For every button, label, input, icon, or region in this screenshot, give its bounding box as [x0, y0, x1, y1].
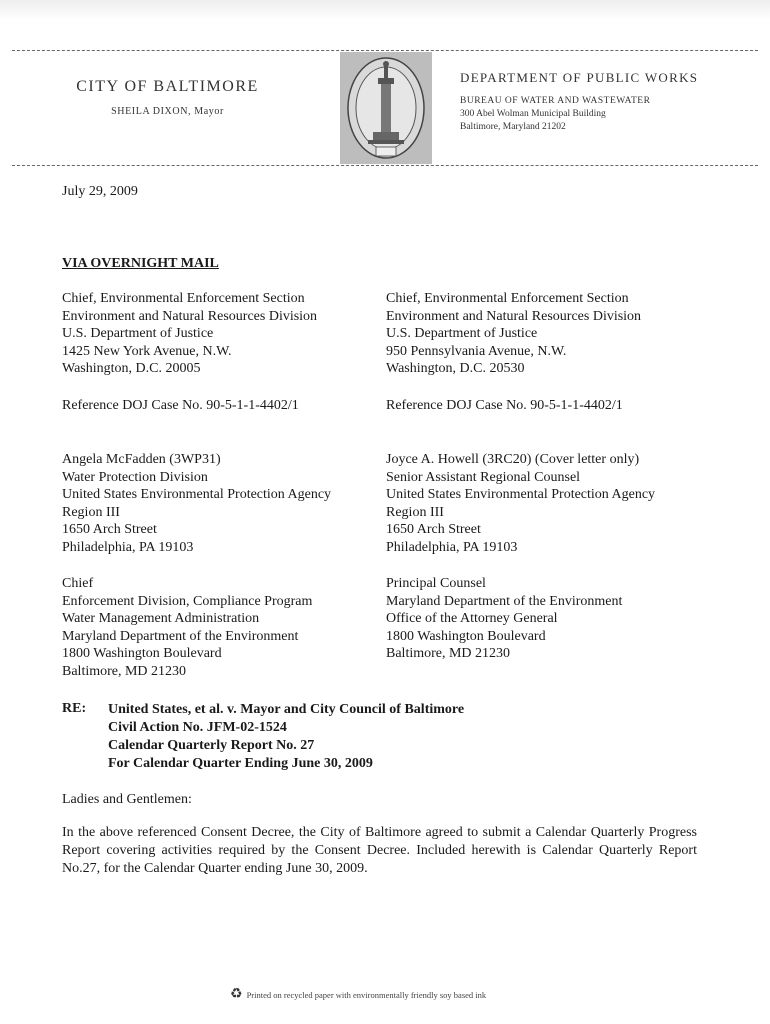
recipient-mde-2 [386, 575, 622, 663]
address-line: U.S. Department of Justice [62, 326, 214, 342]
recipient-epa-1 [62, 451, 331, 557]
address-line: Environment and Natural Resources Division [62, 308, 318, 324]
delivery-method: VIA OVERNIGHT MAIL [62, 256, 219, 271]
address-line: Washington, D.C. 20530 [386, 361, 525, 377]
address-line: 1800 Washington Boulevard [386, 628, 546, 644]
address-line: Baltimore, MD 21230 [386, 646, 511, 662]
address-line: Baltimore, MD 21230 [62, 663, 187, 679]
city-seal-icon [340, 52, 432, 164]
mayor-name: SHEILA DIXON, Mayor [111, 106, 224, 117]
header-top-rule [12, 50, 758, 51]
address-line: Water Protection Division [62, 469, 208, 485]
reference-doj-2: Reference DOJ Case No. 90-5-1-1-4402/1 [386, 398, 623, 413]
letter-date: July 29, 2009 [62, 184, 138, 199]
letterhead-right [460, 70, 750, 134]
address-line: Philadelphia, PA 19103 [386, 539, 518, 555]
address-line: Joyce A. Howell (3RC20) (Cover letter only) [386, 452, 640, 467]
re-line: Civil Action No. JFM-02-1524 [108, 720, 287, 735]
address-line: Water Management Administration [62, 611, 260, 627]
address-line: United States Environmental Protection Agency [386, 487, 656, 503]
re-line: For Calendar Quarter Ending June 30, 2009 [108, 756, 373, 771]
address-line: 1650 Arch Street [62, 522, 157, 538]
address-line: Philadelphia, PA 19103 [62, 539, 194, 555]
re-line: Calendar Quarterly Report No. 27 [108, 738, 315, 753]
re-line: United States, et al. v. Mayor and City Council of Baltimore [108, 702, 465, 717]
address-line: 950 Pennsylvania Avenue, N.W. [386, 343, 567, 359]
header-bottom-rule [12, 165, 758, 166]
address-line: Washington, D.C. 20005 [62, 361, 201, 377]
address-line: Angela McFadden (3WP31) [62, 452, 221, 467]
address-line: Senior Assistant Regional Counsel [386, 469, 581, 485]
address-line: 1800 Washington Boulevard [62, 646, 222, 662]
recipient-mde-1 [62, 575, 312, 681]
body-paragraph: In the above referenced Consent Decree, the City of Baltimore agreed to submit a Calendar Quarterly Progress Report covering activities required by the Consent Decree. Included herewith is Calendar Quarterly Report No.27, for the Calendar Quarter ending June 30, 2009. [62, 825, 697, 876]
recipient-doj-1 [62, 290, 317, 378]
salutation: Ladies and Gentlemen: [62, 792, 192, 807]
footer [230, 988, 486, 1002]
re-subject [108, 701, 464, 773]
address-line: Region III [62, 504, 120, 520]
recipient-epa-2 [386, 451, 655, 557]
address-line: Maryland Department of the Environment [386, 593, 623, 609]
address-line: U.S. Department of Justice [386, 326, 538, 342]
city-name: CITY OF BALTIMORE [76, 78, 259, 95]
address-line: Region III [386, 504, 444, 520]
footer-text: Printed on recycled paper with environmentally friendly soy based ink [246, 990, 487, 1000]
address-line: Office of the Attorney General [386, 611, 558, 627]
address-line-1: 300 Abel Wolman Municipal Building [460, 109, 606, 119]
address-line: United States Environmental Protection Agency [62, 487, 332, 503]
bureau-name: BUREAU OF WATER AND WASTEWATER [460, 96, 651, 106]
address-line: Enforcement Division, Compliance Program [62, 593, 313, 609]
address-line: Chief, Environmental Enforcement Section [386, 291, 629, 306]
address-line: Principal Counsel [386, 576, 486, 591]
address-line: Maryland Department of the Environment [62, 628, 299, 644]
re-label: RE: [62, 701, 87, 716]
address-line-2: Baltimore, Maryland 21202 [460, 122, 566, 132]
letterhead-left [60, 78, 275, 117]
reference-doj-1: Reference DOJ Case No. 90-5-1-1-4402/1 [62, 398, 299, 413]
address-line: 1425 New York Avenue, N.W. [62, 343, 232, 359]
recycle-icon: ♻ [230, 987, 243, 1002]
address-line: Chief [62, 576, 94, 591]
address-line: 1650 Arch Street [386, 522, 481, 538]
recipient-doj-2 [386, 290, 641, 378]
department-name: DEPARTMENT OF PUBLIC WORKS [460, 70, 699, 85]
address-line: Chief, Environmental Enforcement Section [62, 291, 305, 306]
scan-shadow [0, 0, 770, 20]
address-line: Environment and Natural Resources Division [386, 308, 642, 324]
